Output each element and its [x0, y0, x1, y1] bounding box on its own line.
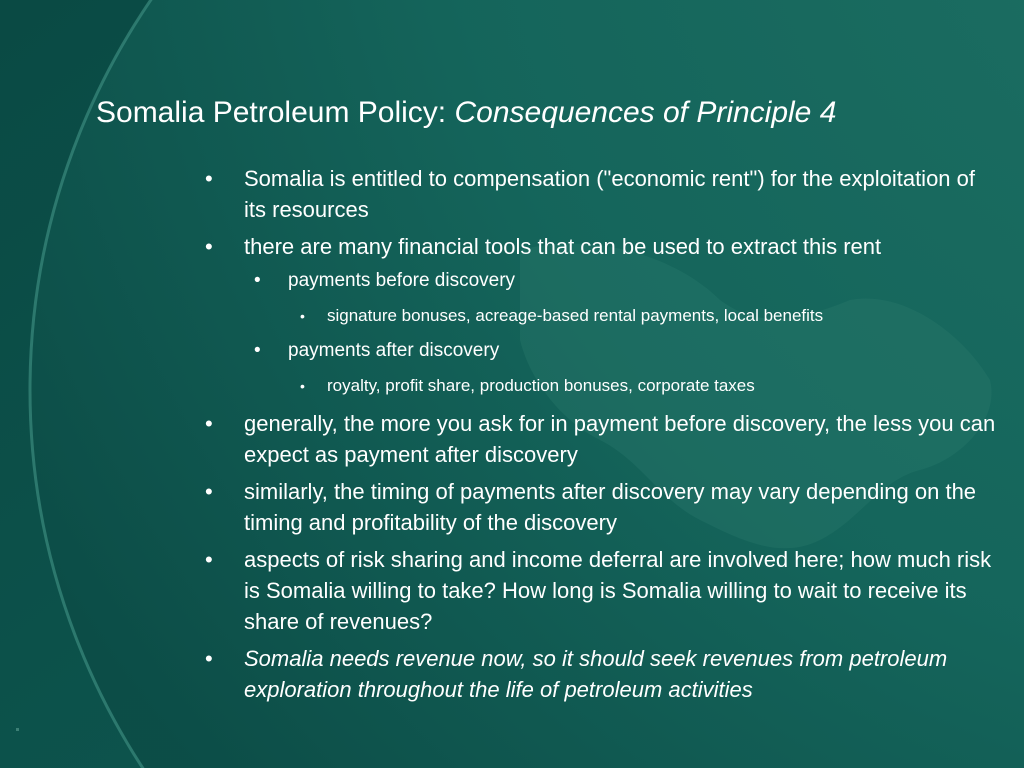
bullet-icon: •	[300, 378, 305, 394]
bullet-text: payments before discovery	[288, 270, 516, 291]
list-item	[200, 338, 1000, 364]
bullet-text: royalty, profit share, production bonuses, corporate taxes	[327, 376, 755, 395]
list-item	[200, 544, 1000, 637]
bullet-list	[200, 163, 1000, 711]
bullet-icon: •	[205, 479, 213, 504]
title-italic: Consequences of Principle 4	[454, 96, 837, 129]
bullet-icon: •	[205, 646, 213, 671]
bullet-text: generally, the more you ask for in payment before discovery, the less you can expect as payment after discovery	[244, 411, 996, 467]
bullet-icon: •	[205, 547, 213, 572]
list-item	[200, 231, 1000, 262]
bullet-icon: •	[300, 308, 305, 324]
slide-title	[96, 94, 996, 132]
bullet-text: similarly, the timing of payments after discovery may vary depending on the timing and profitability of the discovery	[244, 479, 977, 535]
list-item	[200, 408, 1000, 470]
list-item	[200, 268, 1000, 294]
list-item	[200, 163, 1000, 225]
bullet-text: there are many financial tools that can be used to extract this rent	[244, 234, 882, 259]
bullet-icon: •	[254, 340, 261, 361]
bullet-icon: •	[254, 270, 261, 291]
corner-mark	[16, 728, 19, 731]
bullet-text: payments after discovery	[288, 340, 500, 361]
list-item	[200, 643, 1000, 705]
bullet-text: aspects of risk sharing and income deferral are involved here; how much risk is Somalia willing to take? How long is Somalia willing to wait to receive its share of revenues?	[244, 547, 992, 634]
title-prefix: Somalia Petroleum Policy:	[96, 96, 455, 129]
list-item	[200, 374, 1000, 398]
bullet-text: signature bonuses, acreage-based rental payments, local benefits	[327, 306, 824, 325]
bullet-text: Somalia is entitled to compensation ("economic rent") for the exploitation of its resources	[244, 166, 975, 222]
list-item	[200, 476, 1000, 538]
bullet-icon: •	[205, 166, 213, 191]
bullet-icon: •	[205, 234, 213, 259]
bullet-icon: •	[205, 411, 213, 436]
bullet-text: Somalia needs revenue now, so it should seek revenues from petroleum exploration throughout the life of petroleum activities	[244, 646, 948, 702]
list-item	[200, 304, 1000, 328]
